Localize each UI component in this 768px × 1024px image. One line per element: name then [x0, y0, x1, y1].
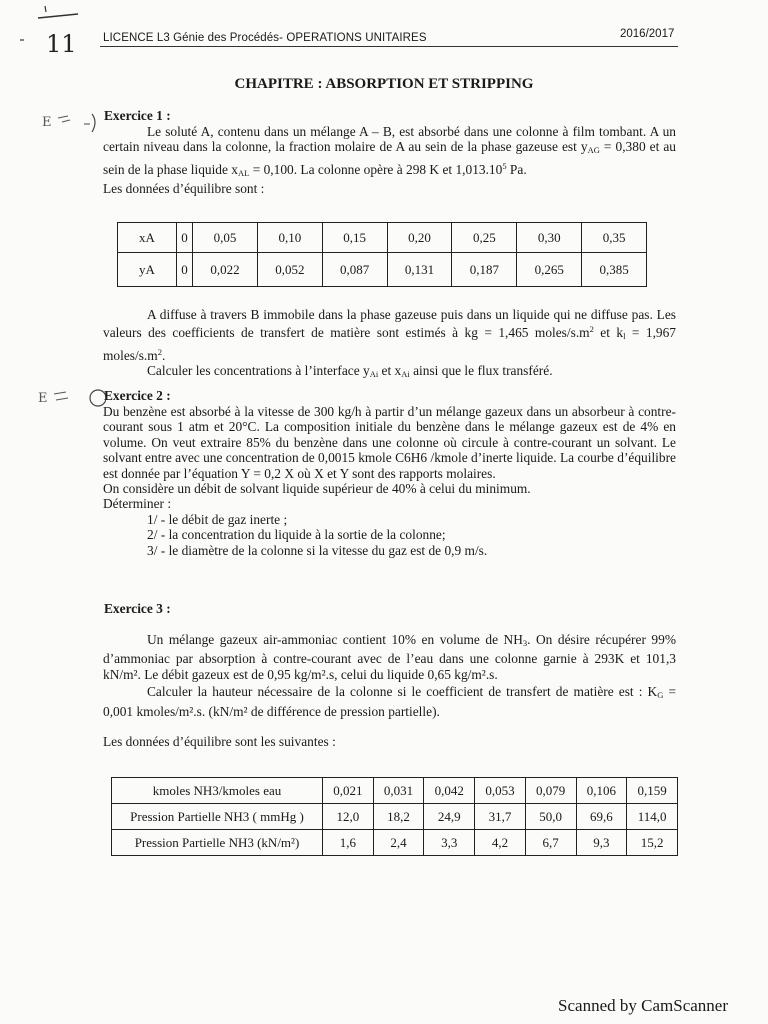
table-cell: 50,0: [525, 804, 576, 830]
exercise-1-title: Exercice 1 :: [104, 108, 171, 123]
table-cell: 0: [177, 253, 193, 287]
exercise-1-text-after-table: [103, 307, 676, 383]
table-cell: 0,131: [387, 253, 452, 287]
table-cell: 0,022: [193, 253, 258, 287]
table-cell: 6,7: [525, 830, 576, 856]
equilibrium-table-2: [111, 777, 678, 856]
exercise-2-paragraph-2: On considère un débit de solvant liquide supérieur de 40% à celui du minimum.: [103, 481, 531, 497]
table-row: [112, 804, 678, 830]
list-item: 1/ - le débit de gaz inerte ;: [147, 511, 288, 527]
list-item: 3/ - le diamètre de la colonne si la vitesse du gaz est de 0,9 m/s.: [147, 542, 488, 558]
table-cell: 0,106: [576, 778, 627, 804]
table-cell: 0,053: [475, 778, 526, 804]
table-cell: 12,0: [323, 804, 374, 830]
exercise-2-paragraph-3: Déterminer :: [103, 496, 172, 512]
table-cell: 2,4: [373, 830, 424, 856]
list-item: 2/ - la concentration du liquide à la sortie de la colonne;: [147, 527, 446, 543]
svg-text:E: E: [42, 115, 52, 130]
exercise-3-title: Exercice 3 :: [104, 601, 171, 616]
table-cell: 0,042: [424, 778, 475, 804]
table-cell: 0,265: [517, 253, 582, 287]
table-cell: 0,052: [257, 253, 322, 287]
table-cell: 0,35: [582, 223, 647, 253]
table-cell: 4,2: [475, 830, 526, 856]
margin-mark: 11: [46, 30, 77, 58]
table-row: [112, 830, 678, 856]
exercise-1-paragraph-4: Calculer les concentrations à l’interface $y_{Ai}$ et $x_{Ai}$ ainsi que le flux transféré.: [147, 363, 553, 380]
table-cell: 0,385: [582, 253, 647, 287]
table-cell: 0: [177, 223, 193, 253]
table-row: [118, 253, 647, 287]
table-cell: 3,3: [424, 830, 475, 856]
svg-text:E: E: [38, 391, 48, 406]
margin-annotation-ex1: [40, 108, 100, 136]
table-cell: 0,021: [323, 778, 374, 804]
table-cell: 1,6: [323, 830, 374, 856]
exercise-3-paragraph-2: Calculer la hauteur nécessaire de la colonne si le coefficient de transfert de matière est : $K_G = 0,001$ kmoles/m².s. (kN/m² de différence de pression partielle).: [103, 684, 677, 719]
margin-annotation-ex2: [36, 384, 106, 412]
table-cell: 24,9: [424, 804, 475, 830]
exercise-1-body: [103, 124, 676, 197]
exercise-1-paragraph-2: Les données d’équilibre sont :: [103, 181, 265, 197]
table-cell: 18,2: [373, 804, 424, 830]
exercise-3-paragraph-1: Un mélange gazeux air-ammoniac contient 10% en volume de $NH_3$. On désire récupérer 99% d’ammoniac par absorption à contre-courant avec de l’eau dans une colonne garnie à 293K et 101,3 kN/m². Le débit gazeux est de 0,95 kg/m².s, celui du liquide 0,65 kg/m².s.: [103, 632, 676, 682]
table-cell: 0,087: [322, 253, 387, 287]
table-cell: 0,10: [257, 223, 322, 253]
header-rule: [100, 46, 678, 47]
table-cell: 15,2: [627, 830, 678, 856]
table-cell: 0,079: [525, 778, 576, 804]
table-cell: 0,187: [452, 253, 517, 287]
exercise-2-paragraph-1: Du benzène est absorbé à la vitesse de 300 kg/h à partir d’un mélange gazeux dans un absorbeur à contre-courant sous 1 atm et 20°C. La composition initiale du benzène dans le mélange gazeux est de 4% en volume. On veut extraire 85% du benzène dans une colonne où circule à contre-courant un solvant. Le solvant entre avec une concentration de 0,0015 kmole C6H6 /kmole d’inerte liquide. La courbe d’équilibre est donnée par l’équation Y = 0,2 X où X et Y sont des rapports molaires.: [103, 404, 676, 481]
equilibrium-table-1: [117, 222, 647, 287]
table-cell: 9,3: [576, 830, 627, 856]
table-cell: 114,0: [627, 804, 678, 830]
table-row: [112, 778, 678, 804]
chapter-title: CHAPITRE : ABSORPTION ET STRIPPING: [234, 76, 534, 92]
course-header: LICENCE L3 Génie des Procédés- OPERATIONS UNITAIRES: [103, 32, 427, 44]
table-cell: 0,30: [517, 223, 582, 253]
exercise-3-body: [103, 632, 676, 749]
exercise-3-paragraph-3: Les données d’équilibre sont les suivantes :: [103, 734, 336, 750]
table-cell: 0,159: [627, 778, 678, 804]
table-cell: Pression Partielle NH3 ( mmHg ): [112, 804, 323, 830]
table-cell: Pression Partielle NH3 (kN/m²): [112, 830, 323, 856]
scanner-watermark: Scanned by CamScanner: [558, 996, 728, 1015]
table-cell: 0,15: [322, 223, 387, 253]
exercise-2-title: Exercice 2 :: [104, 388, 171, 403]
exercise-2-body: [103, 404, 676, 558]
table-cell: kmoles NH3/kmoles eau: [112, 778, 323, 804]
table-cell: 0,031: [373, 778, 424, 804]
table-cell: 31,7: [475, 804, 526, 830]
table-cell: 69,6: [576, 804, 627, 830]
table-cell: 0,20: [387, 223, 452, 253]
table-row: [118, 223, 647, 253]
exercise-1-paragraph-1: Le soluté A, contenu dans un mélange A – B, est absorbé dans une colonne à film tombant. A un certain niveau dans la colonne, la fraction molaire de A au sein de la phase gazeuse est $y_{AG} = 0,380$ et au sein de la phase liquide $x_{AL} = 0,100$. La colonne opère à 298 K et 1,013.10$^5$ Pa.: [103, 124, 677, 178]
table-cell: yA: [118, 253, 177, 287]
exercise-1-paragraph-3: A diffuse à travers B immobile dans la phase gazeuse puis dans un liquide qui ne diffuse pas. Les valeurs des coefficients de transfert de matière sont estimés à kg = 1,465 moles/$s.m^2$ et $k_l = 1,967$ moles/$s.m^2$.: [103, 307, 677, 363]
table-cell: 0,25: [452, 223, 517, 253]
table-cell: xA: [118, 223, 177, 253]
table-cell: 0,05: [193, 223, 258, 253]
academic-year: 2016/2017: [620, 28, 675, 40]
